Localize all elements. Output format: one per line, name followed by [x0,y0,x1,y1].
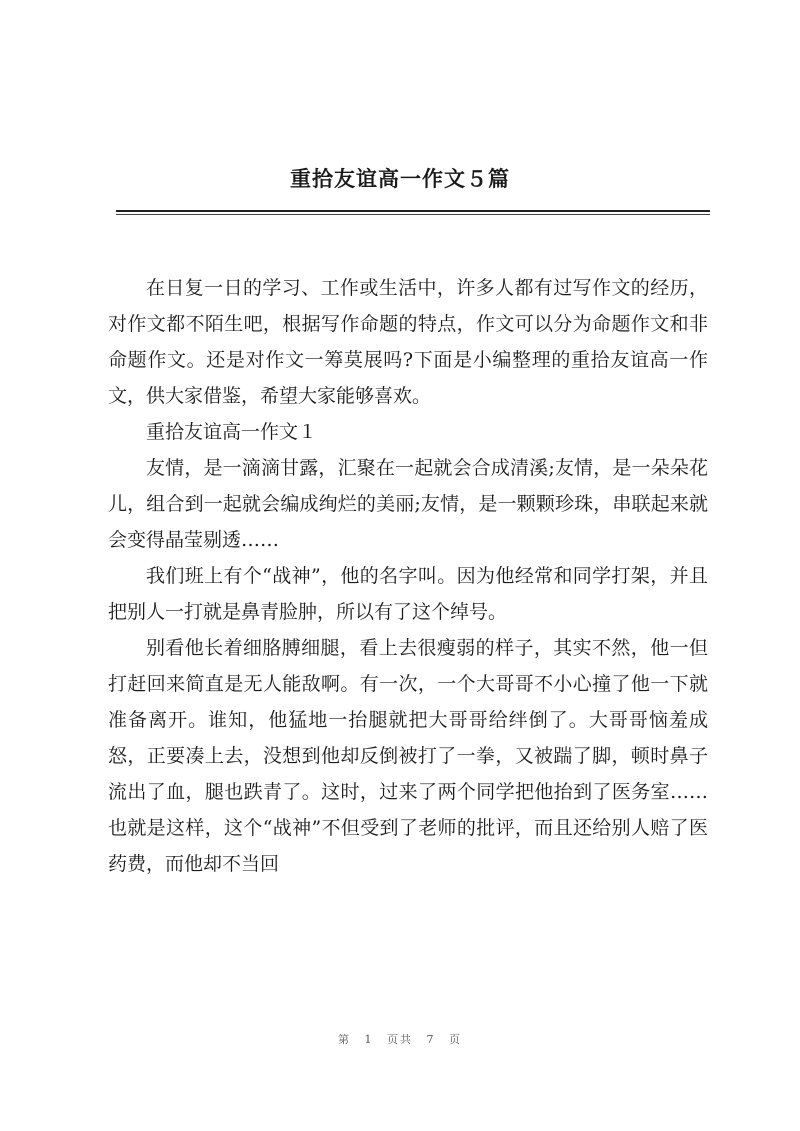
page-footer [0,1031,800,1047]
footer-suffix: 页 [449,1033,462,1046]
paragraph: 别看他长着细胳膊细腿，看上去很瘦弱的样子，其实不然，他一但打赶回来简直是无人能敌啊。有一次，一个大哥哥不小心撞了他一下就准备离开。谁知，他猛地一抬腿就把大哥哥给绊倒了。大哥哥恼羞成怒，正要凑上去，没想到他却反倒被打了一拳，又被踹了脚，顿时鼻子流出了血，腿也跌青了。这时，过来了两个同学把他抬到了医务室……也就是这样，这个“战神”不但受到了老师的批评，而且还给别人赔了医药费，而他却不当回 [108,637,708,875]
footer-total-pages: 7 [426,1033,436,1046]
footer-prefix: 第 [338,1033,351,1046]
paragraph: 我们班上有个“战神”，他的名字叫。因为他经常和同学打架，并且把别人一打就是鼻青脸肿，所以有了这个绰号。 [108,565,708,623]
paragraph: 友情，是一滴滴甘露，汇聚在一起就会合成清溪;友情，是一朵朵花儿，组合到一起就会编成绚烂的美丽;友情，是一颗颗珍珠，串联起来就会变得晶莹剔透…… [108,457,708,551]
footer-middle: 页共 [387,1033,413,1046]
document-body [108,270,708,882]
document-title: 重拾友谊高一作文５篇 [290,166,510,191]
paragraph-intro: 在日复一日的学习、工作或生活中，许多人都有过写作文的经历，对作文都不陌生吧，根据写作命题的特点，作文可以分为命题作文和非命题作文。还是对作文一筹莫展吗?下面是小编整理的重拾友谊高一作文，供大家借鉴，希望大家能够喜欢。 [108,277,708,407]
footer-page-number: 1 [364,1033,374,1046]
section-heading-1: 重拾友谊高一作文１ [146,421,318,443]
title-divider-thin [116,214,710,215]
title-divider [116,210,710,212]
